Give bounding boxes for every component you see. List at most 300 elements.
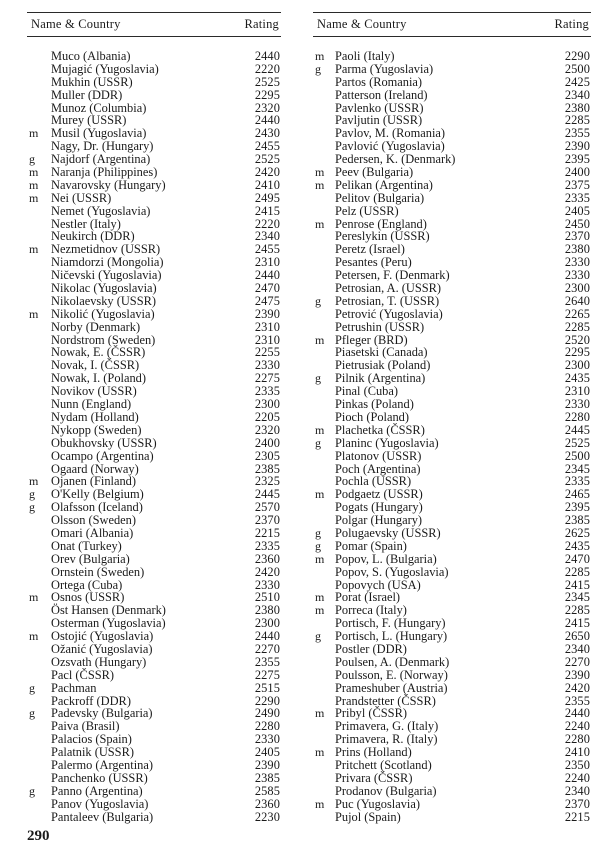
player-name-country: Norby (Denmark)	[51, 319, 141, 334]
player-name-country: Palermo (Argentina)	[51, 757, 153, 772]
player-name-country: Mukhin (USSR)	[51, 74, 133, 89]
player-name-country: Najdorf (Argentina)	[51, 152, 151, 167]
player-name-country: Poulsson, E. (Norway)	[335, 667, 448, 682]
player-rating: 2320	[254, 422, 280, 437]
player-rating: 2300	[254, 616, 280, 631]
player-rating: 2340	[564, 783, 590, 798]
player-rating: 2390	[564, 667, 590, 682]
player-rating: 2325	[254, 474, 280, 489]
player-rating: 2275	[254, 371, 280, 386]
title-code: m	[29, 242, 39, 257]
player-rating: 2525	[254, 74, 280, 89]
player-name-country: Ostojić (Yugoslavia)	[51, 629, 154, 644]
table-header	[313, 13, 591, 36]
player-rating: 2280	[564, 409, 590, 424]
player-name-country: Pioch (Poland)	[335, 409, 409, 424]
player-name-country: Pfleger (BRD)	[335, 332, 408, 347]
player-name-country: Postler (DDR)	[335, 641, 407, 656]
player-name-country: Olafsson (Iceland)	[51, 500, 143, 515]
player-name-country: Petrosian, T. (USSR)	[335, 293, 440, 308]
player-name-country: Pavlović (Yugoslavia)	[335, 139, 445, 154]
player-name-country: Nagy, Dr. (Hungary)	[51, 139, 154, 154]
player-name-country: Neukirch (DDR)	[51, 229, 135, 244]
player-rating: 2435	[564, 538, 590, 553]
player-name-country: Pogats (Hungary)	[335, 500, 423, 515]
player-name-country: Pachman	[51, 680, 97, 695]
player-rating: 2300	[564, 358, 590, 373]
player-rating: 2625	[564, 525, 590, 540]
player-rating: 2465	[564, 487, 590, 502]
table-row	[27, 527, 281, 540]
player-rating: 2300	[254, 397, 280, 412]
player-rating: 2510	[254, 590, 280, 605]
player-name-country: Poulsen, A. (Denmark)	[335, 654, 450, 669]
player-name-country: Naranja (Philippines)	[51, 165, 158, 180]
title-code: g	[315, 293, 321, 308]
rating-header: Rating	[554, 17, 589, 31]
title-code: m	[315, 177, 325, 192]
player-name-country: Palatnik (USSR)	[51, 745, 134, 760]
player-name-country: Ožanić (Yugoslavia)	[51, 641, 153, 656]
player-rating: 2410	[254, 177, 280, 192]
table-row	[27, 89, 281, 102]
player-rating: 2205	[254, 409, 280, 424]
player-rating: 2380	[254, 603, 280, 618]
player-rating: 2650	[564, 629, 590, 644]
player-name-country: Prodanov (Bulgaria)	[335, 783, 437, 798]
player-rating: 2500	[564, 448, 590, 463]
player-name-country: Osterman (Yugoslavia)	[51, 616, 166, 631]
player-name-country: Petersen, F. (Denmark)	[335, 268, 450, 283]
player-rating: 2345	[564, 590, 590, 605]
player-rating: 2370	[564, 796, 590, 811]
player-rating: 2470	[254, 281, 280, 296]
player-rating: 2280	[564, 732, 590, 747]
player-name-country: Nikolić (Yugoslavia)	[51, 306, 155, 321]
player-name-country: Öst Hansen (Denmark)	[51, 603, 166, 618]
player-rating: 2300	[564, 281, 590, 296]
header-bottom-rule	[313, 36, 591, 37]
player-name-country: Portisch, L. (Hungary)	[335, 629, 448, 644]
player-name-country: Pelz (USSR)	[335, 203, 399, 218]
player-name-country: Nowak, I. (Poland)	[51, 371, 146, 386]
title-code: g	[29, 706, 35, 721]
title-code: m	[29, 629, 39, 644]
player-name-country: Mujagić (Yugoslavia)	[51, 61, 159, 76]
table-row	[27, 166, 281, 179]
title-code: g	[29, 487, 35, 502]
table-row	[313, 76, 591, 89]
player-rating: 2355	[564, 693, 590, 708]
player-rating: 2385	[564, 513, 590, 528]
title-code: m	[315, 49, 325, 63]
player-name-country: Nowak, E. (ČSSR)	[51, 345, 146, 360]
table-row	[27, 798, 281, 811]
table-row	[313, 205, 591, 218]
player-name-country: Nestler (Italy)	[51, 216, 121, 231]
title-code: m	[29, 474, 39, 489]
player-name-country: Nezmetidnov (USSR)	[51, 242, 161, 257]
player-name-country: Pribyl (ČSSR)	[335, 706, 407, 721]
table-row	[313, 411, 591, 424]
table-row	[27, 785, 281, 798]
player-name-country: Pesantes (Peru)	[335, 255, 412, 270]
table-row	[27, 424, 281, 437]
player-rating: 2455	[254, 242, 280, 257]
player-name-country: Munoz (Columbia)	[51, 100, 147, 115]
player-name-country: Pavljutin (USSR)	[335, 113, 423, 128]
title-code: g	[315, 538, 321, 553]
player-rating: 2405	[564, 203, 590, 218]
table-row	[27, 50, 281, 63]
player-name-country: Novikov (USSR)	[51, 384, 137, 399]
table-row	[27, 759, 281, 772]
player-rating: 2390	[254, 757, 280, 772]
table-row	[313, 450, 591, 463]
title-code: m	[29, 590, 39, 605]
player-name-country: Ornstein (Sweden)	[51, 564, 145, 579]
player-rating: 2375	[564, 177, 590, 192]
table-row	[313, 643, 591, 656]
rating-header: Rating	[244, 17, 279, 31]
player-name-country: Nikolac (Yugoslavia)	[51, 281, 157, 296]
player-name-country: Nykopp (Sweden)	[51, 422, 142, 437]
player-rating: 2410	[564, 745, 590, 760]
table-row	[27, 179, 281, 192]
player-name-country: Portisch, F. (Hungary)	[335, 616, 446, 631]
player-rating: 2525	[564, 435, 590, 450]
player-name-country: Petrosian, A. (USSR)	[335, 281, 442, 296]
table-row	[27, 566, 281, 579]
table-row	[27, 321, 281, 334]
player-name-country: Petrushin (USSR)	[335, 319, 425, 334]
player-name-country: Peretz (Israel)	[335, 242, 405, 257]
player-rating: 2380	[564, 100, 590, 115]
player-name-country: Muller (DDR)	[51, 87, 123, 102]
player-name-country: Ozsvath (Hungary)	[51, 654, 147, 669]
title-code: m	[29, 190, 39, 205]
player-rating: 2420	[254, 165, 280, 180]
player-rating: 2385	[254, 770, 280, 785]
player-rating: 2290	[254, 693, 280, 708]
table-row	[313, 811, 591, 824]
player-name-country: Pantaleev (Bulgaria)	[51, 809, 154, 824]
table-row	[27, 656, 281, 669]
table-header	[27, 13, 281, 36]
table-row	[313, 682, 591, 695]
player-rating: 2420	[564, 680, 590, 695]
table-row	[27, 205, 281, 218]
player-rating: 2275	[254, 667, 280, 682]
table-row	[313, 798, 591, 811]
table-row	[313, 785, 591, 798]
table-row	[27, 643, 281, 656]
player-name-country: Polugaevsky (USSR)	[335, 525, 441, 540]
player-name-country: Nordstrom (Sweden)	[51, 332, 156, 347]
title-code: m	[315, 216, 325, 231]
player-rating: 2500	[564, 61, 590, 76]
title-code: g	[315, 629, 321, 644]
player-name-country: Parma (Yugoslavia)	[335, 61, 434, 76]
player-name-country: Ojanen (Finland)	[51, 474, 136, 489]
table-row	[27, 682, 281, 695]
player-rating: 2475	[254, 293, 280, 308]
table-row	[27, 669, 281, 682]
player-name-country: Pedersen, K. (Denmark)	[335, 152, 456, 167]
player-name-country: Plachetka (ČSSR)	[335, 422, 425, 437]
player-rating: 2265	[564, 306, 590, 321]
player-rating: 2415	[254, 203, 280, 218]
player-name-country: Navarovsky (Hungary)	[51, 177, 166, 192]
player-name-country: Nikolaevsky (USSR)	[51, 293, 156, 308]
title-code: g	[29, 680, 35, 695]
player-rating: 2525	[254, 152, 280, 167]
player-rating: 2330	[254, 577, 280, 592]
table-row	[313, 656, 591, 669]
table-row	[313, 669, 591, 682]
player-rating: 2240	[564, 719, 590, 734]
table-row	[313, 321, 591, 334]
player-name-country: Orev (Bulgaria)	[51, 551, 130, 566]
player-rating: 2270	[564, 654, 590, 669]
table-row	[27, 76, 281, 89]
player-name-country: Obukhovsky (USSR)	[51, 435, 157, 450]
table-row	[27, 308, 281, 321]
table-row	[27, 772, 281, 785]
player-rating: 2445	[254, 487, 280, 502]
player-rating: 2285	[564, 603, 590, 618]
table-row	[27, 553, 281, 566]
player-name-country: Primavera, G. (Italy)	[335, 719, 439, 734]
table-row	[313, 295, 591, 308]
player-rating: 2290	[564, 49, 590, 63]
player-rating: 2385	[254, 461, 280, 476]
player-rating: 2230	[254, 809, 280, 824]
player-rating: 2585	[254, 783, 280, 798]
player-name-country: Prins (Holland)	[335, 745, 412, 760]
title-code: m	[315, 796, 325, 811]
player-rating: 2295	[564, 345, 590, 360]
player-name-country: Prameshuber (Austria)	[335, 680, 448, 695]
table-row	[27, 411, 281, 424]
title-code: g	[29, 152, 35, 167]
player-rating: 2425	[564, 74, 590, 89]
player-rating: 2420	[254, 564, 280, 579]
table-row	[313, 759, 591, 772]
left-column-table	[27, 12, 281, 823]
player-name-country: Onat (Turkey)	[51, 538, 122, 553]
player-rating: 2310	[254, 255, 280, 270]
player-rating: 2330	[564, 268, 590, 283]
title-code: m	[29, 306, 39, 321]
table-row	[27, 450, 281, 463]
player-name-country: Pinkas (Poland)	[335, 397, 414, 412]
table-row	[313, 398, 591, 411]
player-name-country: Puc (Yugoslavia)	[335, 796, 420, 811]
player-name-country: Piasetski (Canada)	[335, 345, 428, 360]
player-name-country: Nydam (Holland)	[51, 409, 139, 424]
player-rating: 2335	[254, 384, 280, 399]
player-rating: 2455	[254, 139, 280, 154]
player-name-country: Privara (ČSSR)	[335, 770, 413, 785]
player-rating: 2445	[564, 422, 590, 437]
player-name-country: Pavlov, M. (Romania)	[335, 126, 446, 141]
player-name-country: Patterson (Ireland)	[335, 87, 428, 102]
title-code: m	[315, 551, 325, 566]
player-rating: 2285	[564, 564, 590, 579]
table-body	[27, 50, 281, 823]
player-name-country: Podgaetz (USSR)	[335, 487, 423, 502]
player-rating: 2415	[564, 616, 590, 631]
player-name-country: Padevsky (Bulgaria)	[51, 706, 153, 721]
player-name-country: Nemet (Yugoslavia)	[51, 203, 151, 218]
player-rating: 2340	[254, 229, 280, 244]
title-code: m	[315, 332, 325, 347]
player-rating: 2515	[254, 680, 280, 695]
player-name-country: Pelitov (Bulgaria)	[335, 190, 425, 205]
table-row	[27, 295, 281, 308]
title-code: m	[315, 745, 325, 760]
player-rating: 2320	[254, 100, 280, 115]
table-row	[313, 282, 591, 295]
player-rating: 2520	[564, 332, 590, 347]
player-name-country: Polgar (Hungary)	[335, 513, 423, 528]
player-rating: 2440	[254, 268, 280, 283]
player-name-country: Packroff (DDR)	[51, 693, 131, 708]
table-body	[313, 50, 591, 823]
player-rating: 2240	[564, 770, 590, 785]
player-rating: 2285	[564, 113, 590, 128]
player-rating: 2330	[564, 397, 590, 412]
player-name-country: Olsson (Sweden)	[51, 513, 137, 528]
player-rating: 2335	[254, 538, 280, 553]
player-name-country: Pujol (Spain)	[335, 809, 401, 824]
player-rating: 2310	[254, 319, 280, 334]
player-rating: 2405	[254, 745, 280, 760]
page-number: 290	[27, 828, 50, 844]
table-row	[27, 192, 281, 205]
player-rating: 2440	[564, 706, 590, 721]
player-name-country: Popov, S. (Yugoslavia)	[335, 564, 449, 579]
table-row	[313, 166, 591, 179]
player-name-country: Prandstetter (ČSSR)	[335, 693, 436, 708]
player-rating: 2390	[564, 139, 590, 154]
player-rating: 2330	[254, 358, 280, 373]
title-code: g	[29, 500, 35, 515]
player-rating: 2430	[254, 126, 280, 141]
player-name-country: Muco (Albania)	[51, 49, 131, 63]
player-rating: 2360	[254, 551, 280, 566]
title-code: m	[315, 422, 325, 437]
table-row	[27, 540, 281, 553]
name-country-header: Name & Country	[31, 17, 121, 31]
player-rating: 2295	[254, 87, 280, 102]
player-name-country: Pavlenko (USSR)	[335, 100, 424, 115]
title-code: m	[29, 165, 39, 180]
player-name-country: Omari (Albania)	[51, 525, 134, 540]
player-rating: 2370	[564, 229, 590, 244]
player-rating: 2310	[254, 332, 280, 347]
player-name-country: Penrose (England)	[335, 216, 427, 231]
table-row	[27, 282, 281, 295]
player-name-country: Nei (USSR)	[51, 190, 112, 205]
player-rating: 2215	[564, 809, 590, 824]
player-name-country: Osnos (USSR)	[51, 590, 125, 605]
table-row	[27, 63, 281, 76]
player-name-country: Pietrusiak (Poland)	[335, 358, 431, 373]
player-name-country: Peev (Bulgaria)	[335, 165, 414, 180]
player-name-country: Porat (Israel)	[335, 590, 401, 605]
right-column-table	[313, 12, 591, 823]
player-rating: 2285	[564, 319, 590, 334]
player-name-country: Pritchett (Scotland)	[335, 757, 432, 772]
player-name-country: Ničevski (Yugoslavia)	[51, 268, 162, 283]
player-name-country: Popov, L. (Bulgaria)	[335, 551, 437, 566]
player-rating: 2395	[564, 152, 590, 167]
player-rating: 2400	[254, 435, 280, 450]
table-row	[27, 437, 281, 450]
title-code: m	[315, 165, 325, 180]
player-name-country: Ogaard (Norway)	[51, 461, 139, 476]
player-rating: 2280	[254, 719, 280, 734]
table-row	[313, 566, 591, 579]
player-name-country: Poch (Argentina)	[335, 461, 421, 476]
player-name-country: Panno (Argentina)	[51, 783, 143, 798]
player-rating: 2640	[564, 293, 590, 308]
player-rating: 2255	[254, 345, 280, 360]
player-name-country: Planinc (Yugoslavia)	[335, 435, 439, 450]
player-name-country: Pinal (Cuba)	[335, 384, 398, 399]
table-row	[27, 811, 281, 824]
player-rating: 2470	[564, 551, 590, 566]
player-name-country: Pilnik (Argentina)	[335, 371, 426, 386]
player-rating: 2450	[564, 216, 590, 231]
player-name-country: Petrović (Yugoslavia)	[335, 306, 443, 321]
player-name-country: Pochla (USSR)	[335, 474, 412, 489]
table-row	[313, 553, 591, 566]
table-row	[313, 437, 591, 450]
name-country-header: Name & Country	[317, 17, 407, 31]
player-rating: 2220	[254, 61, 280, 76]
table-row	[27, 398, 281, 411]
table-row	[313, 424, 591, 437]
player-rating: 2220	[254, 216, 280, 231]
player-rating: 2490	[254, 706, 280, 721]
player-name-country: Ocampo (Argentina)	[51, 448, 154, 463]
player-name-country: Niamdorzi (Mongolia)	[51, 255, 164, 270]
player-rating: 2330	[564, 255, 590, 270]
header-bottom-rule	[27, 36, 281, 37]
player-rating: 2335	[564, 190, 590, 205]
table-row	[313, 772, 591, 785]
player-name-country: Popovych (USA)	[335, 577, 421, 592]
player-name-country: Paoli (Italy)	[335, 49, 395, 63]
player-name-country: Panchenko (USSR)	[51, 770, 148, 785]
player-name-country: Platonov (USSR)	[335, 448, 422, 463]
player-rating: 2360	[254, 796, 280, 811]
player-name-country: Ortega (Cuba)	[51, 577, 123, 592]
table-row	[313, 50, 591, 63]
title-code: g	[315, 435, 321, 450]
player-rating: 2440	[254, 113, 280, 128]
player-rating: 2495	[254, 190, 280, 205]
player-name-country: Nunn (England)	[51, 397, 132, 412]
player-name-country: Musil (Yugoslavia)	[51, 126, 147, 141]
player-rating: 2400	[564, 165, 590, 180]
title-code: m	[315, 706, 325, 721]
player-name-country: Porreca (Italy)	[335, 603, 407, 618]
table-row	[313, 179, 591, 192]
